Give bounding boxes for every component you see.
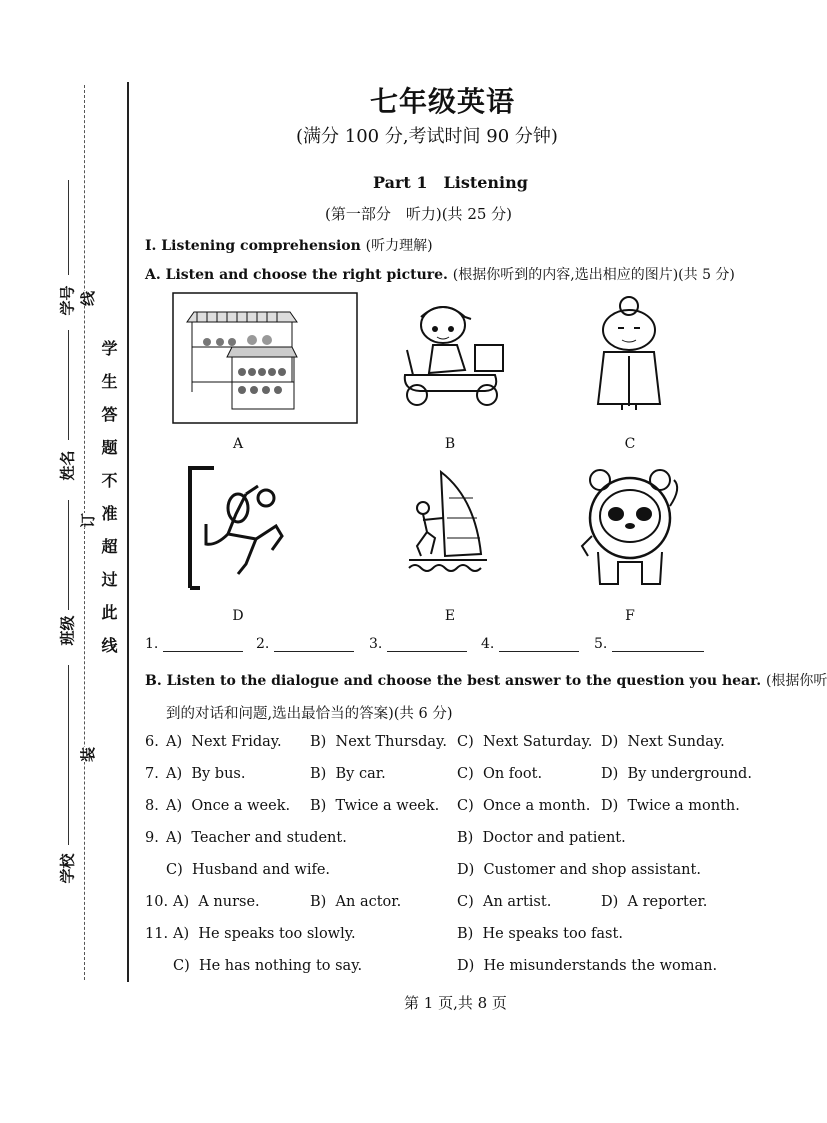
page-title: 七年级英语 xyxy=(370,85,516,118)
q7-option-d[interactable]: D) By underground. xyxy=(601,766,752,782)
picture-c-label: C xyxy=(624,436,636,452)
section-b-label: B. Listen to the dialogue and choose the best answer to the question you hear. xyxy=(145,673,762,689)
section-i-label: I. Listening comprehension xyxy=(145,238,361,254)
answer-number-4: 4. xyxy=(481,636,495,652)
q10-option-d[interactable]: D) A reporter. xyxy=(601,894,708,910)
field-name-blank[interactable] xyxy=(68,330,69,440)
q8-option-c[interactable]: C) Once a month. xyxy=(457,798,591,814)
section-a-label: A. Listen and choose the right picture. xyxy=(145,267,448,283)
answer-line-3[interactable] xyxy=(387,637,467,652)
field-class-blank[interactable] xyxy=(68,500,69,610)
picture-f-label: F xyxy=(625,608,635,624)
q10-option-b[interactable]: B) An actor. xyxy=(310,894,402,910)
answer-line-1[interactable] xyxy=(163,637,243,652)
q9-option-a[interactable]: A) Teacher and student. xyxy=(166,830,347,846)
field-student-id-blank[interactable] xyxy=(68,180,69,275)
q9-option-b[interactable]: B) Doctor and patient. xyxy=(457,830,626,846)
section-a-label-cn: (根据你听到的内容,选出相应的图片)(共 5 分) xyxy=(452,267,735,283)
section-a-heading xyxy=(145,264,735,284)
q7-option-c[interactable]: C) On foot. xyxy=(457,766,543,782)
binding-mark-line: 线 xyxy=(79,290,98,307)
page-number: 第 1 页,共 8 页 xyxy=(404,994,507,1012)
section-i-heading xyxy=(145,235,433,255)
q8-option-a[interactable]: A) Once a week. xyxy=(166,798,291,814)
q11-option-a[interactable]: A) He speaks too slowly. xyxy=(173,926,356,942)
part-title: Part 1 Listening xyxy=(373,173,528,192)
picture-a-label: A xyxy=(232,436,244,452)
dashed-cut-line xyxy=(84,85,85,980)
q11-option-b[interactable]: B) He speaks too fast. xyxy=(457,926,623,942)
q11-option-d[interactable]: D) He misunderstands the woman. xyxy=(457,958,718,974)
picture-b-label: B xyxy=(444,436,456,452)
answer-blank-5[interactable] xyxy=(594,636,704,652)
answer-line-2[interactable] xyxy=(274,637,354,652)
q6-option-b[interactable]: B) Next Thursday. xyxy=(310,734,447,750)
answer-number-2: 2. xyxy=(256,636,270,652)
panda-mascot-icon xyxy=(578,466,682,590)
section-b-heading xyxy=(145,670,827,690)
field-school-label: 学校 xyxy=(58,853,77,884)
answer-number-1: 1. xyxy=(145,636,159,652)
picture-e-label: E xyxy=(444,608,456,624)
question-num-9: 9. xyxy=(145,830,159,846)
q7-option-a[interactable]: A) By bus. xyxy=(166,766,246,782)
answer-blank-4[interactable] xyxy=(481,636,579,652)
grandmother-icon xyxy=(592,296,666,412)
rock-climber-icon xyxy=(186,464,306,592)
q6-option-a[interactable]: A) Next Friday. xyxy=(166,734,282,750)
solid-border-line xyxy=(127,82,129,982)
q10-option-a[interactable]: A) A nurse. xyxy=(173,894,260,910)
section-b-label-cn-2: 到的对话和问题,选出最恰当的答案)(共 6 分) xyxy=(166,706,453,722)
answer-blank-2[interactable] xyxy=(256,636,354,652)
q7-option-b[interactable]: B) By car. xyxy=(310,766,386,782)
market-stall-icon xyxy=(172,292,358,424)
q10-option-c[interactable]: C) An artist. xyxy=(457,894,552,910)
picture-d-label: D xyxy=(232,608,244,624)
page-subtitle: (满分 100 分,考试时间 90 分钟) xyxy=(296,126,558,147)
part-subtitle: (第一部分 听力)(共 25 分) xyxy=(325,205,513,223)
question-num-11: 11. xyxy=(145,926,169,942)
question-num-7: 7. xyxy=(145,766,159,782)
field-name-label: 姓名 xyxy=(58,450,77,481)
binding-mark-staple: 订 xyxy=(79,512,98,529)
q9-option-d[interactable]: D) Customer and shop assistant. xyxy=(457,862,701,878)
delivery-scooter-icon xyxy=(395,295,510,410)
question-num-6: 6. xyxy=(145,734,159,750)
question-num-8: 8. xyxy=(145,798,159,814)
q11-option-c[interactable]: C) He has nothing to say. xyxy=(173,958,363,974)
seal-warning-text: 学生答题不准超过此线 xyxy=(99,340,118,670)
answer-blank-3[interactable] xyxy=(369,636,467,652)
field-school-blank[interactable] xyxy=(68,665,69,845)
answer-line-5[interactable] xyxy=(612,637,704,652)
field-class-label: 班级 xyxy=(58,615,77,646)
q6-option-d[interactable]: D) Next Sunday. xyxy=(601,734,725,750)
section-i-label-cn: (听力理解) xyxy=(365,238,433,254)
q8-option-d[interactable]: D) Twice a month. xyxy=(601,798,740,814)
section-b-label-cn-1: (根据你听 xyxy=(765,673,827,689)
binding-mark-bind: 装 xyxy=(79,746,98,763)
q8-option-b[interactable]: B) Twice a week. xyxy=(310,798,440,814)
answer-number-3: 3. xyxy=(369,636,383,652)
answer-line-4[interactable] xyxy=(499,637,579,652)
q6-option-c[interactable]: C) Next Saturday. xyxy=(457,734,593,750)
question-num-10: 10. xyxy=(145,894,169,910)
q9-option-c[interactable]: C) Husband and wife. xyxy=(166,862,331,878)
windsurfer-icon xyxy=(405,468,491,576)
field-student-id-label: 学号 xyxy=(58,285,77,316)
answer-number-5: 5. xyxy=(594,636,608,652)
answer-blank-1[interactable] xyxy=(145,636,243,652)
